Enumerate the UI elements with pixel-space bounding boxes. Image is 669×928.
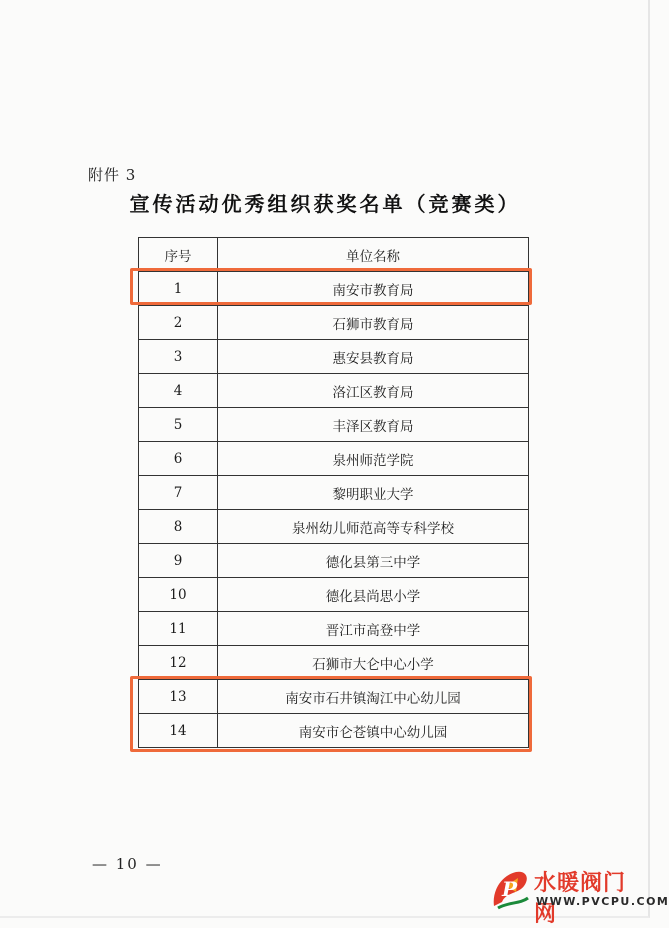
watermark-name: 水暖阀门网 [534, 871, 627, 927]
header-unit-name: 单位名称 [218, 238, 529, 272]
table-row [139, 612, 529, 646]
serial-number-cell: 2 [139, 306, 218, 340]
table-row [139, 578, 529, 612]
unit-name-cell: 洛江区教育局 [218, 374, 529, 408]
serial-number-cell: 7 [139, 476, 218, 510]
watermark-logo-icon [488, 862, 532, 916]
serial-number-cell: 6 [139, 442, 218, 476]
watermark-url: WWW.PVCPU.COM [536, 895, 669, 908]
unit-name-cell: 丰泽区教育局 [218, 408, 529, 442]
serial-number-cell: 8 [139, 510, 218, 544]
attachment-label: 附件 3 [88, 166, 137, 184]
table-row [139, 510, 529, 544]
unit-name-cell: 晋江市高登中学 [218, 612, 529, 646]
serial-number-cell: 11 [139, 612, 218, 646]
serial-number-cell: 4 [139, 374, 218, 408]
table-row [139, 476, 529, 510]
unit-name-cell: 德化县第三中学 [218, 544, 529, 578]
table-row [139, 680, 529, 714]
unit-name-cell: 惠安县教育局 [218, 340, 529, 374]
serial-number-cell: 9 [139, 544, 218, 578]
unit-name-cell: 石狮市大仑中心小学 [218, 646, 529, 680]
serial-number-cell: 12 [139, 646, 218, 680]
table-row [139, 306, 529, 340]
unit-name-cell: 泉州幼儿师范高等专科学校 [218, 510, 529, 544]
unit-name-cell: 石狮市教育局 [218, 306, 529, 340]
table-row [139, 646, 529, 680]
table-row [139, 408, 529, 442]
watermark [488, 862, 669, 927]
unit-name-cell: 泉州师范学院 [218, 442, 529, 476]
table-row [139, 544, 529, 578]
unit-name-cell: 南安市仑苍镇中心幼儿园 [218, 714, 529, 748]
svg-text:P: P [502, 877, 518, 901]
table-row [139, 714, 529, 748]
header-serial-number: 序号 [139, 238, 218, 272]
award-table [138, 237, 529, 748]
serial-number-cell: 13 [139, 680, 218, 714]
unit-name-cell: 德化县尚思小学 [218, 578, 529, 612]
serial-number-cell: 1 [139, 272, 218, 306]
table-body [139, 272, 529, 748]
table-header-row [139, 238, 529, 272]
serial-number-cell: 14 [139, 714, 218, 748]
table-row [139, 374, 529, 408]
table-row [139, 340, 529, 374]
unit-name-cell: 南安市石井镇淘江中心幼儿园 [218, 680, 529, 714]
unit-name-cell: 黎明职业大学 [218, 476, 529, 510]
page-number: — 10 — [92, 855, 163, 873]
page-title: 宣传活动优秀组织获奖名单（竞赛类） [129, 192, 521, 216]
serial-number-cell: 5 [139, 408, 218, 442]
table-row [139, 442, 529, 476]
serial-number-cell: 10 [139, 578, 218, 612]
table-row [139, 272, 529, 306]
serial-number-cell: 3 [139, 340, 218, 374]
unit-name-cell: 南安市教育局 [218, 272, 529, 306]
